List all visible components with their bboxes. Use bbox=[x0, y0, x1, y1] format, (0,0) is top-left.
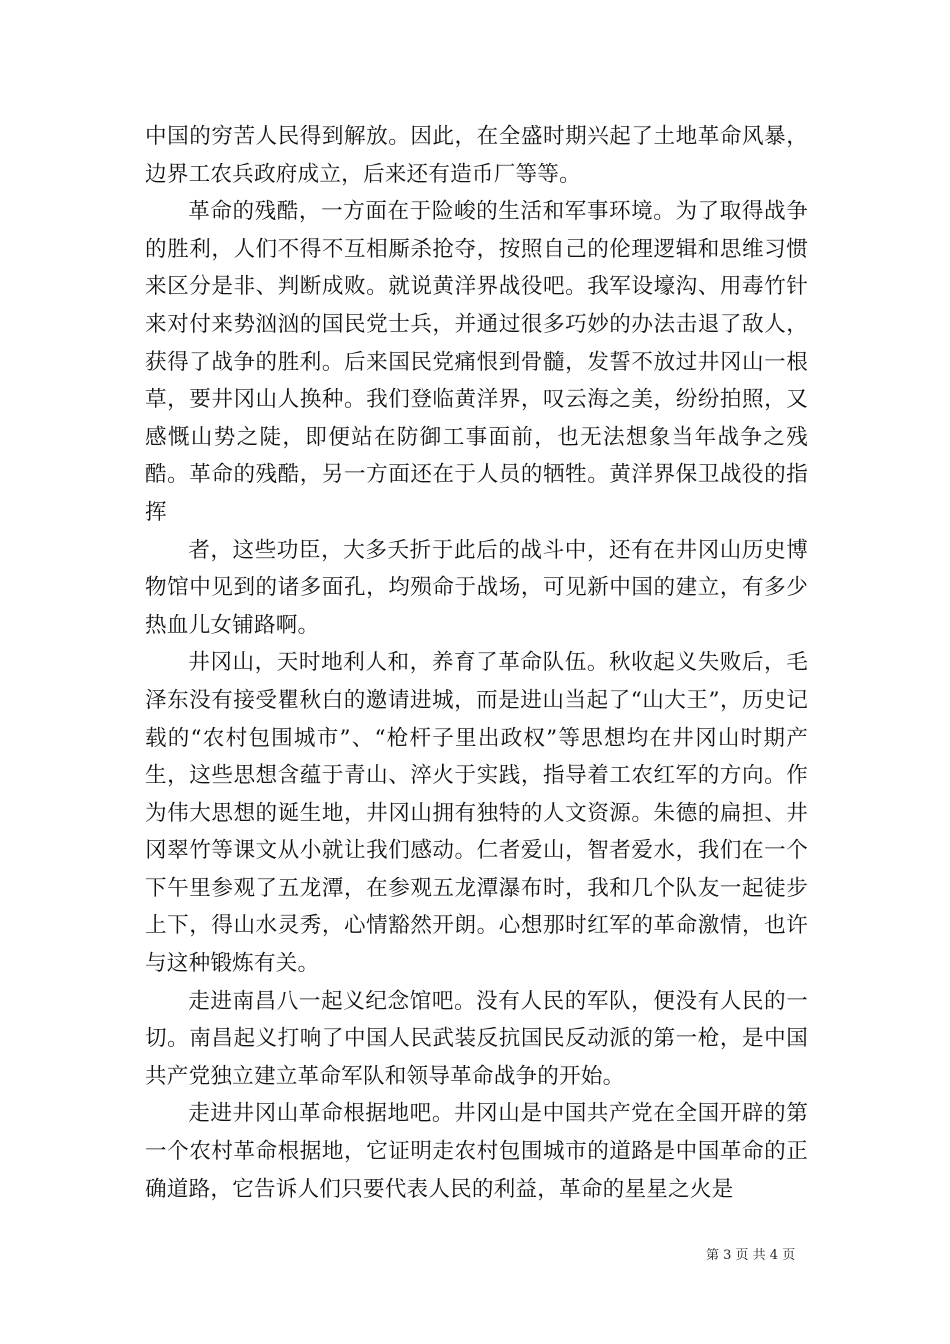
paragraph-3: 者，这些功臣，大多夭折于此后的战斗中，还有在井冈山历史博物馆中见到的诸多面孔，均殒命于战场，可见新中国的建立，有多少热血儿女铺路啊。 bbox=[145, 537, 808, 638]
page-number-footer: 第 3 页 共 4 页 bbox=[706, 1248, 796, 1263]
paragraph-4: 井冈山，天时地利人和，养育了革命队伍。秋收起义失败后，毛泽东没有接受瞿秋白的邀请进城，而是进山当起了“山大王”，历史记载的“农村包围城市”、“枪杆子里出政权”等思想均在井冈山时期产生，这些思想含蕴于青山、淬火于实践，指导着工农红军的方向。作为伟大思想的诞生地，井冈山拥有独特的人文资源。朱德的扁担、井冈翠竹等课文从小就让我们感动。仁者爱山，智者爱水，我们在一个下午里参观了五龙潭，在参观五龙潭瀑布时，我和几个队友一起徒步上下，得山水灵秀，心情豁然开朗。心想那时红军的革命激情，也许与这种锻炼有关。 bbox=[145, 650, 808, 977]
body-text bbox=[145, 118, 808, 1208]
paragraph-6: 走进井冈山革命根据地吧。井冈山是中国共产党在全国开辟的第一个农村革命根据地，它证明走农村包围城市的道路是中国革命的正确道路，它告诉人们只要代表人民的利益，革命的星星之火是 bbox=[145, 1101, 808, 1202]
paragraph-5: 走进南昌八一起义纪念馆吧。没有人民的军队，便没有人民的一切。南昌起义打响了中国人民武装反抗国民反动派的第一枪，是中国共产党独立建立革命军队和领导革命战争的开始。 bbox=[145, 988, 808, 1089]
paragraph-2: 革命的残酷，一方面在于险峻的生活和军事环境。为了取得战争的胜利，人们不得不互相厮杀抢夺，按照自己的伦理逻辑和思维习惯来区分是非、判断成败。就说黄洋界战役吧。我军设壕沟、用毒竹针来对付来势汹汹的国民党士兵，并通过很多巧妙的办法击退了敌人，获得了战争的胜利。后来国民党痛恨到骨髓，发誓不放过井冈山一根草，要井冈山人换种。我们登临黄洋界，叹云海之美，纷纷拍照，又感慨山势之陡，即便站在防御工事面前，也无法想象当年战争之残酷。革命的残酷，另一方面还在于人员的牺牲。黄洋界保卫战役的指挥 bbox=[145, 199, 808, 525]
paragraph-1: 中国的穷苦人民得到解放。因此，在全盛时期兴起了土地革命风暴，边界工农兵政府成立，后来还有造币厂等等。 bbox=[145, 124, 808, 187]
